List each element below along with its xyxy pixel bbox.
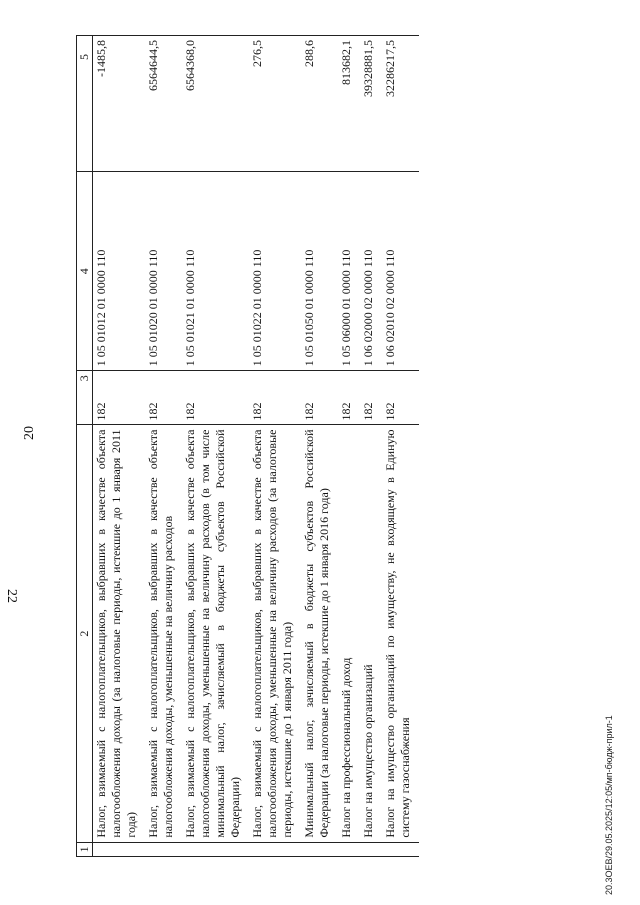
row-value: 276,5: [249, 36, 301, 172]
row-value: 813682,1: [338, 36, 360, 172]
row-budget-code: 1 05 06000 01 0000 110: [338, 172, 360, 371]
row-value: -1485,8: [93, 36, 146, 172]
row-budget-code: 1 06 02010 02 0000 110: [382, 172, 419, 371]
row-value: 6564644,5: [145, 36, 182, 172]
row-name: Налог, взимаемый с налогоплательщиков, выбравших в качестве объекта налогообложения доходы (за налоговые периоды, истекшие до 1 января 2011 года): [93, 425, 146, 842]
row-admin-code: 182: [249, 371, 301, 425]
row-budget-code: 1 05 01020 01 0000 110: [145, 172, 182, 371]
row-budget-code: 1 05 01012 01 0000 110: [93, 172, 146, 371]
table-row: [360, 36, 382, 857]
document-id: 20.3ОЕВ/29.05.2025/12:05/мп-бюдж-прил-1: [604, 715, 614, 895]
row-admin-code: 182: [338, 371, 360, 425]
table-header-row: [77, 36, 93, 857]
row-budget-code: 1 05 01022 01 0000 110: [249, 172, 301, 371]
row-name: Налог, взимаемый с налогоплательщиков, выбравших в качестве объекта налогообложения доходы, уменьшенные на величину расходов: [145, 425, 182, 842]
table-row: [338, 36, 360, 857]
header-col-2: 2: [77, 425, 93, 842]
header-col-5: 5: [77, 36, 93, 172]
row-name: Налог на профессиональный доход: [338, 425, 360, 842]
table-row: [249, 36, 301, 857]
row-name: Налог на имущество организаций по имуществу, не входящему в Единую систему газоснабжения: [382, 425, 419, 842]
row-budget-code: 1 06 02000 02 0000 110: [360, 172, 382, 371]
table-row: [93, 36, 146, 857]
row-admin-code: 182: [382, 371, 419, 425]
row-name: Налог, взимаемый с налогоплательщиков, выбравших в качестве объекта налогообложения доходы, уменьшенные на величину расходов (за налоговые периоды, истекшие до 1 января 2011 года): [249, 425, 301, 842]
row-value: 39328881,5: [360, 36, 382, 172]
header-col-3: 3: [77, 371, 93, 425]
table-row: [145, 36, 182, 857]
row-name: Налог на имущество организаций: [360, 425, 382, 842]
table-row: [382, 36, 419, 857]
row-budget-code: 1 05 01050 01 0000 110: [301, 172, 338, 371]
row-value: 6564368,0: [182, 36, 249, 172]
table-row: [182, 36, 249, 857]
revenue-table: [76, 35, 419, 857]
corner-page-number: 22: [4, 589, 19, 603]
row-name: Налог, взимаемый с налогоплательщиков, выбравших в качестве объекта налогообложения доходы, уменьшенные на величину расходов (в том числе минимальный налог, зачисляемый в бюджеты субъектов Российской Федерации): [182, 425, 249, 842]
header-col-4: 4: [77, 172, 93, 371]
row-admin-code: 182: [182, 371, 249, 425]
row-admin-code: 182: [93, 371, 146, 425]
page-number: 20: [22, 426, 37, 440]
row-admin-code: 182: [360, 371, 382, 425]
row-admin-code: 182: [145, 371, 182, 425]
row-name: Минимальный налог, зачисляемый в бюджеты субъектов Российской Федерации (за налоговые периоды, истекшие до 1 января 2016 года): [301, 425, 338, 842]
row-value: 288,6: [301, 36, 338, 172]
row-value: 32286217,5: [382, 36, 419, 172]
row-admin-code: 182: [301, 371, 338, 425]
row-budget-code: 1 05 01021 01 0000 110: [182, 172, 249, 371]
header-col-1: 1: [77, 842, 93, 856]
table-row: [301, 36, 338, 857]
